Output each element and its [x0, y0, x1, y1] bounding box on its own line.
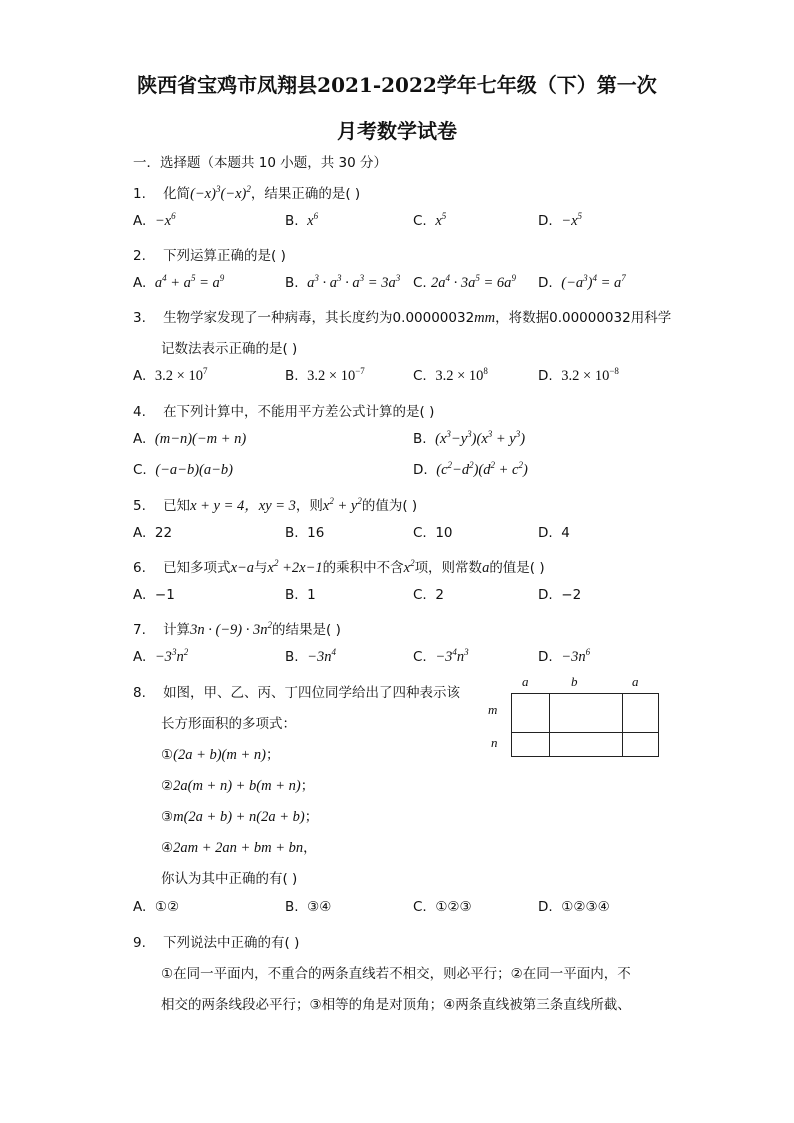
q8-expr-1: ①(2a + b)(m + n)；	[161, 747, 280, 763]
fig-label-a1: a	[522, 674, 529, 689]
question-8: 8. 如图，甲、乙、丙、丁四位同学给出了四种表示该	[133, 685, 461, 701]
section-heading: 一．选择题（本题共 10 小题，共 30 分）	[133, 155, 388, 171]
q7-option-d[interactable]: D. $-3n^6$	[538, 647, 591, 665]
q5-option-d[interactable]: D. 4	[538, 525, 570, 541]
q7-option-a[interactable]: A. $-3^3n^2$	[133, 647, 189, 665]
question-9-line1: ①在同一平面内，不重合的两条直线若不相交，则必平行；②在同一平面内，不	[161, 966, 631, 982]
grid-vertical-line-1	[549, 694, 550, 756]
q3-option-a[interactable]: A. $3.2 \times 10^7$	[133, 366, 208, 384]
q6-option-c[interactable]: C. 2	[413, 587, 444, 603]
question-5: 5. 已知x + y = 4，xy = 3，则$x^2 + y^2$的值为( )	[133, 496, 418, 514]
question-9-line2: 相交的两条线段必平行；③相等的角是对顶角；④两条直线被第三条直线所截、	[161, 997, 631, 1013]
q1-option-d[interactable]: D. $-x^5$	[538, 211, 583, 229]
q6-option-a[interactable]: A. −1	[133, 587, 175, 603]
question-2: 2. 下列运算正确的是( )	[133, 248, 286, 264]
grid-vertical-line-2	[622, 694, 623, 756]
q4-option-b[interactable]: B. $(x^3-y^3)(x^3 + y^3)$	[413, 429, 526, 447]
q8-expr-3: ③m(2a + b) + n(2a + b)；	[161, 809, 319, 825]
q3-option-c[interactable]: C. $3.2 \times 10^8$	[413, 366, 488, 384]
q4-option-a[interactable]: A. (m−n)(−m + n)	[133, 431, 247, 447]
q1-option-b[interactable]: B. $x^6$	[285, 211, 319, 229]
q1-option-a[interactable]: A. $-x^6$	[133, 211, 176, 229]
q2-option-c[interactable]: C. $2a^4 \cdot 3a^5 = 6a^9$	[413, 273, 516, 291]
q3-option-b[interactable]: B. $3.2 \times 10^{-7}$	[285, 366, 365, 384]
q8-expr-2: ②2a(m + n) + b(m + n)；	[161, 778, 315, 794]
question-8-line2: 长方形面积的多项式：	[161, 716, 296, 732]
q8-expr-4: ④2am + 2an + bm + bn，	[161, 840, 317, 856]
question-1: 1. 化简$(-x)^3(-x)^2$，结果正确的是( )	[133, 184, 361, 202]
rectangle-figure	[511, 693, 659, 757]
fig-label-a2: a	[632, 674, 639, 689]
q7-option-c[interactable]: C. $-3^4n^3$	[413, 647, 469, 665]
fig-label-m: m	[488, 702, 498, 717]
question-7: 7. 计算$3n \cdot (-9) \cdot 3n^2$的结果是( )	[133, 620, 341, 638]
fig-label-n: n	[491, 735, 498, 750]
q7-option-b[interactable]: B. $-3n^4$	[285, 647, 336, 665]
question-3-line2: 记数法表示正确的是( )	[161, 341, 298, 357]
q8-option-d[interactable]: D. ①②③④	[538, 899, 610, 915]
q4-option-c[interactable]: C. (−a−b)(a−b)	[133, 462, 233, 478]
q5-option-b[interactable]: B. 16	[285, 525, 325, 541]
q8-option-a[interactable]: A. ①②	[133, 899, 180, 915]
q2-option-b[interactable]: B. $a^3 \cdot a^3 \cdot a^3 = 3a^3$	[285, 273, 401, 291]
question-3: 3. 生物学家发现了一种病毒，其长度约为0.00000032mm，将数据0.00000032用科学	[133, 310, 672, 326]
q4-option-d[interactable]: D. $(c^2-d^2)(d^2 + c^2)$	[413, 460, 528, 478]
q8-option-b[interactable]: B. ③④	[285, 899, 332, 915]
grid-horizontal-line	[512, 732, 658, 733]
q8-option-c[interactable]: C. ①②③	[413, 899, 472, 915]
question-8-end: 你认为其中正确的有( )	[161, 871, 298, 887]
question-9: 9. 下列说法中正确的有( )	[133, 935, 300, 951]
q5-option-c[interactable]: C. 10	[413, 525, 453, 541]
q1-option-c[interactable]: C. $x^5$	[413, 211, 447, 229]
question-6: 6. 已知多项式x−a与$x^2 +2x-1$的乘积中不含$x^2$项，则常数a的值是( )	[133, 558, 545, 576]
fig-label-b: b	[571, 674, 578, 689]
q2-option-a[interactable]: A. $a^4 + a^5 = a^9$	[133, 273, 225, 291]
question-4: 4. 在下列计算中，不能用平方差公式计算的是( )	[133, 404, 435, 420]
q6-option-b[interactable]: B. 1	[285, 587, 316, 603]
title-line1: 陕西省宝鸡市凤翔县2021-2022学年七年级（下）第一次	[137, 73, 657, 97]
q6-option-d[interactable]: D. −2	[538, 587, 582, 603]
q3-option-d[interactable]: D. $3.2 \times 10^{-8}$	[538, 366, 619, 384]
q5-option-a[interactable]: A. 22	[133, 525, 173, 541]
title-line2: 月考数学试卷	[337, 119, 457, 143]
q2-option-d[interactable]: D. $(-a^3)^4 = a^7$	[538, 273, 626, 291]
